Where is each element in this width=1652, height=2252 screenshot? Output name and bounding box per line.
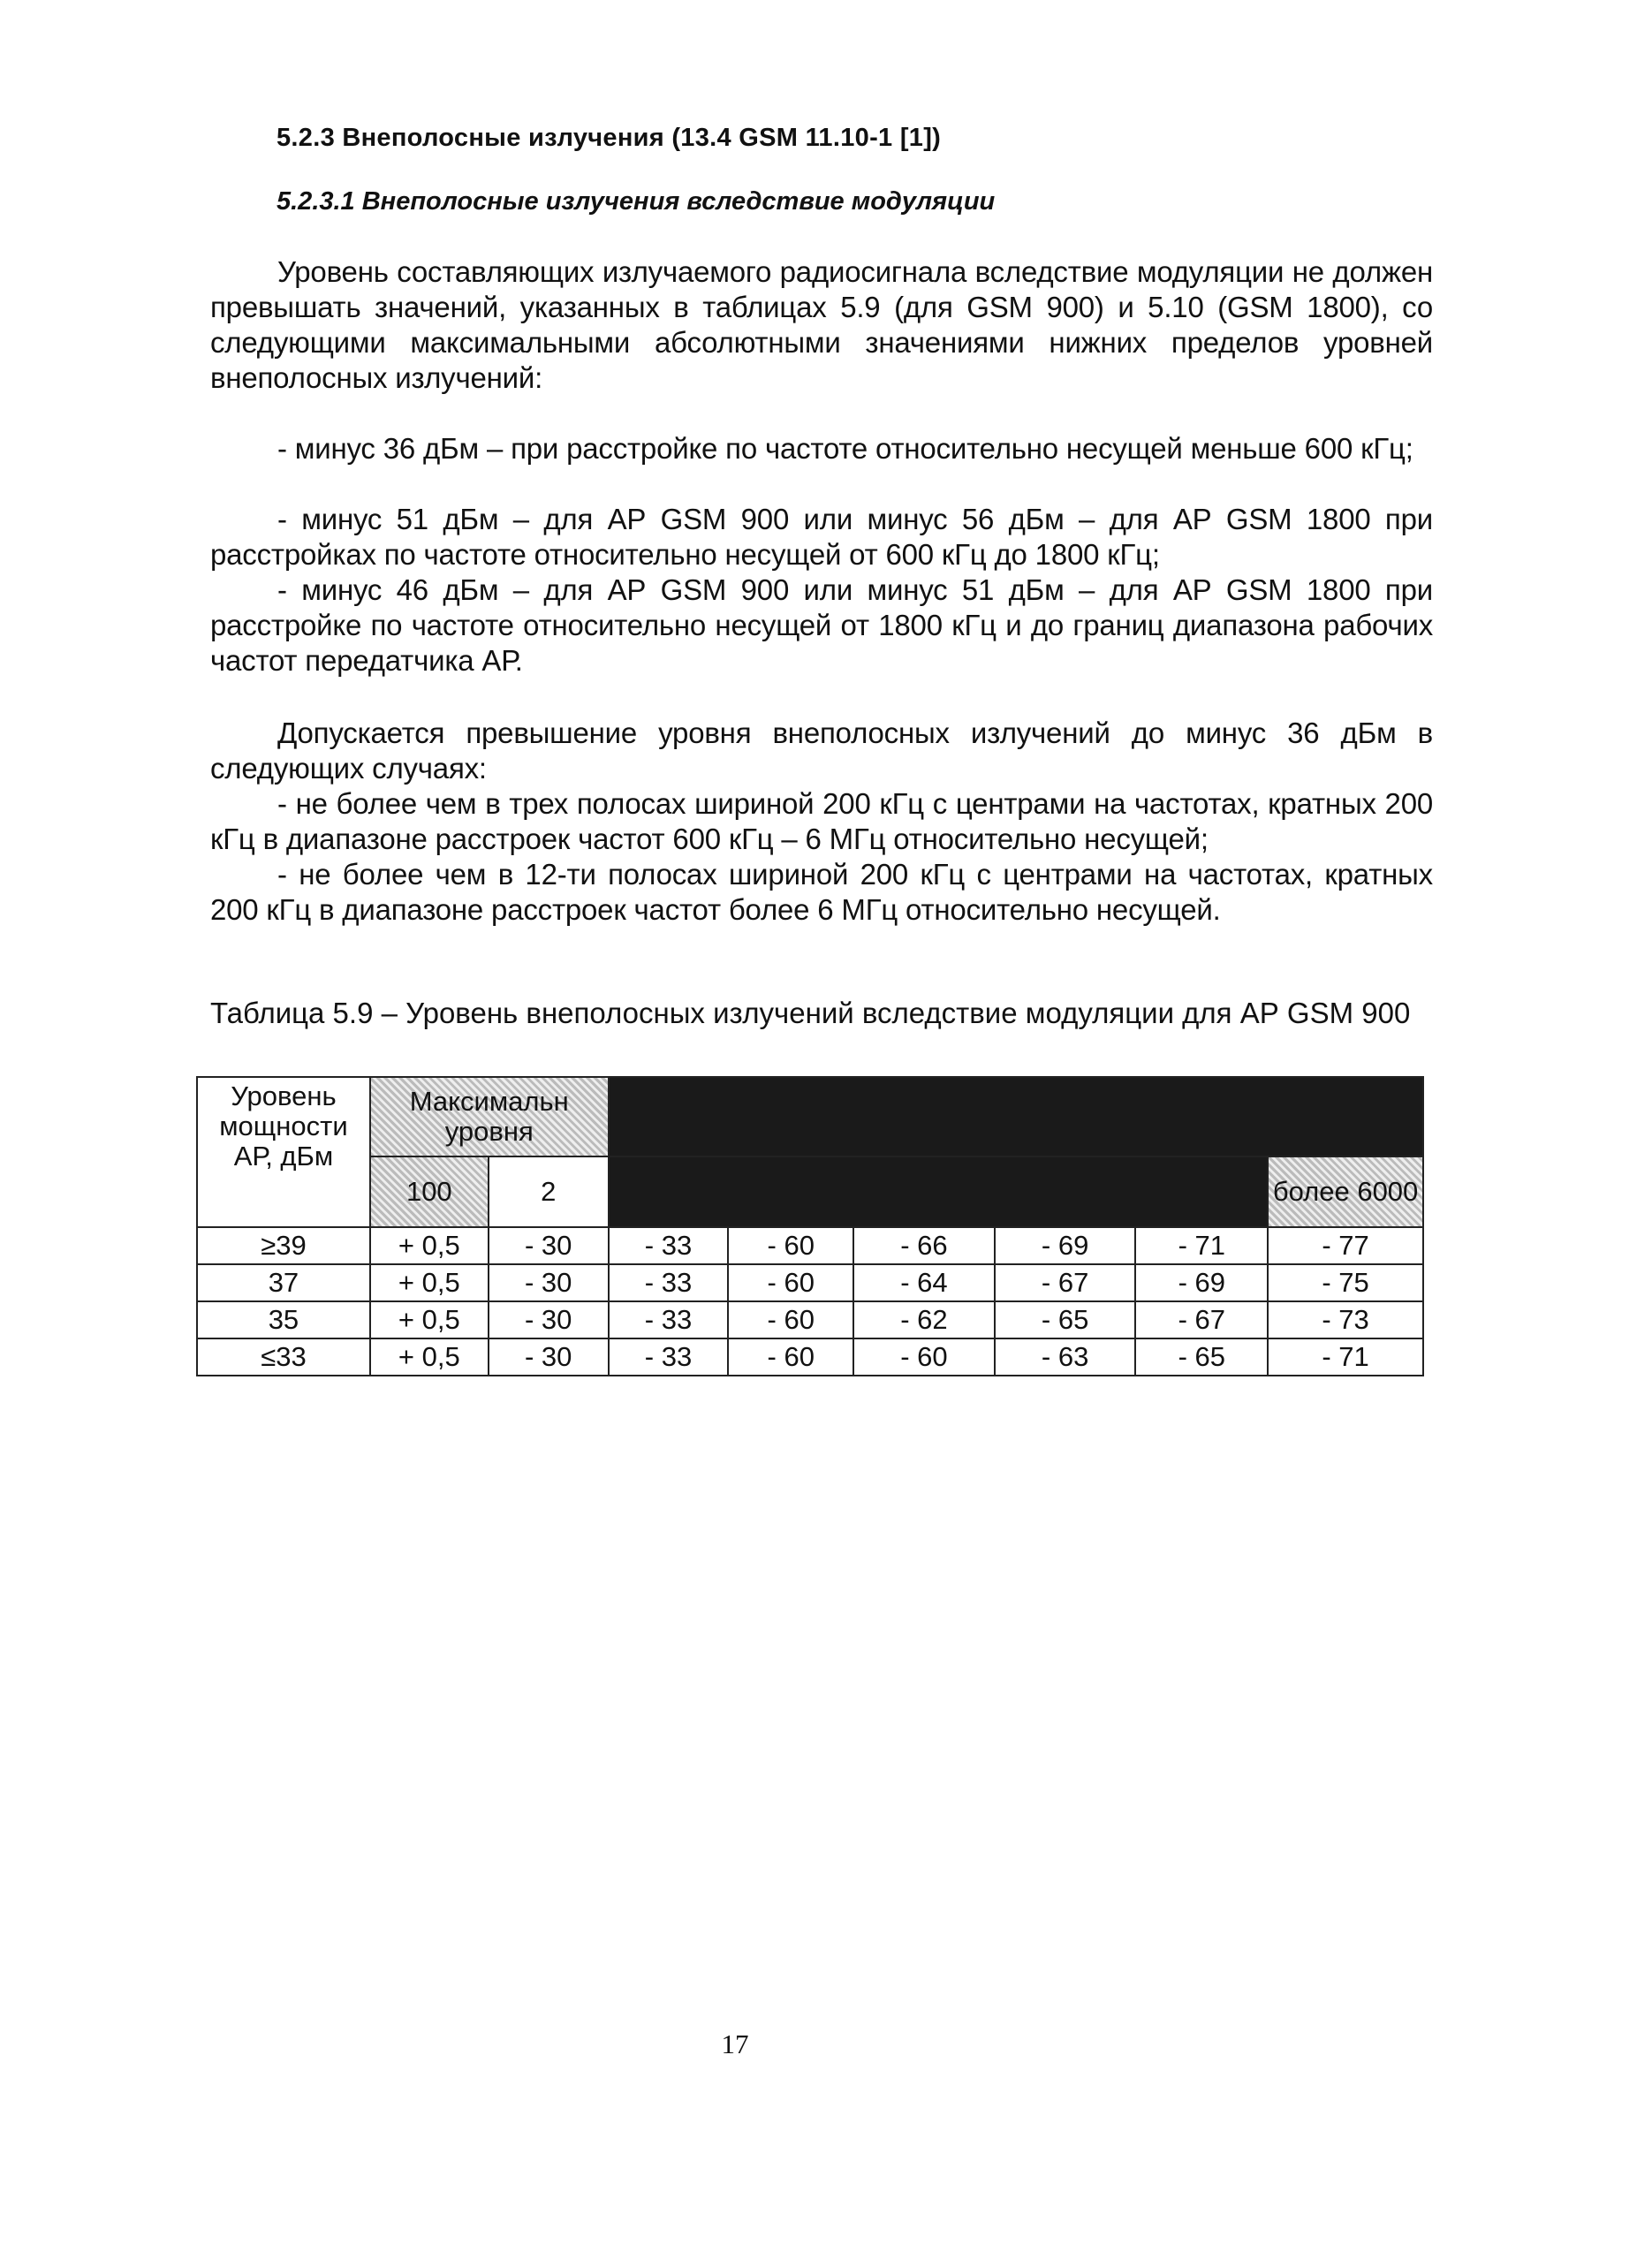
table-cell: - 33 — [609, 1301, 729, 1338]
bullet-item: - не более чем в трех полосах шириной 200 кГц с центрами на частотах, кратных 200 кГц в диапазоне расстроек частот 600 кГц – 6 МГц относительно несущей; — [210, 787, 1433, 855]
header-offset-6000: более 6000 — [1268, 1156, 1423, 1227]
table-cell: - 65 — [995, 1301, 1136, 1338]
header-offset-200: 2 — [489, 1156, 609, 1227]
header-offset-100: 100 — [370, 1156, 489, 1227]
table-cell: - 65 — [1135, 1338, 1268, 1376]
table-cell: + 0,5 — [370, 1264, 489, 1301]
table-cell: - 60 — [728, 1338, 853, 1376]
bullet-item: - минус 51 дБм – для АР GSM 900 или минус 56 дБм – для АР GSM 1800 при расстройках по частоте относительно несущей от 600 кГц до 1800 кГц; — [210, 503, 1433, 571]
table-cell: - 73 — [1268, 1301, 1423, 1338]
table-cell: - 66 — [853, 1227, 995, 1264]
table-cell: - 33 — [609, 1338, 729, 1376]
table-cell: 35 — [197, 1301, 370, 1338]
table-cell: - 60 — [728, 1264, 853, 1301]
table-cell: ≥39 — [197, 1227, 370, 1264]
table-cell: - 60 — [853, 1338, 995, 1376]
table-cell: - 33 — [609, 1227, 729, 1264]
table-cell: - 77 — [1268, 1227, 1423, 1264]
page-number: 17 — [721, 2028, 749, 2059]
table-row — [197, 1227, 1423, 1264]
table-row — [197, 1338, 1423, 1376]
table-cell: - 30 — [489, 1227, 609, 1264]
emission-levels-table — [196, 1076, 1424, 1376]
section-heading: 5.2.3 Внеполосные излучения (13.4 GSM 11.10-1 [1]) — [277, 124, 942, 152]
table-row — [197, 1301, 1423, 1338]
table-cell: - 64 — [853, 1264, 995, 1301]
table-cell: - 75 — [1268, 1264, 1423, 1301]
table-caption: Таблица 5.9 – Уровень внеполосных излучений вследствие модуляции для АР GSM 900 — [210, 997, 1411, 1029]
header-power-level: Уровень мощности АР, дБм — [197, 1077, 370, 1227]
table-cell: - 71 — [1268, 1338, 1423, 1376]
bullet-item: - минус 46 дБм – для АР GSM 900 или минус 51 дБм – для АР GSM 1800 при расстройке по частоте относительно несущей от 1800 кГц и до границ диапазона рабочих частот передатчика АР. — [210, 573, 1433, 677]
table-cell: + 0,5 — [370, 1301, 489, 1338]
table-cell: + 0,5 — [370, 1338, 489, 1376]
table-row — [197, 1264, 1423, 1301]
table-cell: - 69 — [1135, 1264, 1268, 1301]
table-cell: 37 — [197, 1264, 370, 1301]
bullet-item: - минус 36 дБм – при расстройке по частоте относительно несущей меньше 600 кГц; — [277, 432, 1413, 465]
table-cell: - 67 — [1135, 1301, 1268, 1338]
table-cell: - 60 — [728, 1227, 853, 1264]
header-group-label-2: уровня — [444, 1116, 534, 1147]
table-cell: + 0,5 — [370, 1227, 489, 1264]
table-cell: - 30 — [489, 1264, 609, 1301]
table-cell: - 63 — [995, 1338, 1136, 1376]
table-cell: - 71 — [1135, 1227, 1268, 1264]
table-cell: - 30 — [489, 1338, 609, 1376]
header-group-label: Максимальн — [409, 1086, 569, 1117]
header-group-max — [370, 1077, 609, 1156]
paragraph-intro: Уровень составляющих излучаемого радиосигнала вследствие модуляции не должен превышать значений, указанных в таблицах 5.9 (для GSM 900) и 5.10 (GSM 1800), со следующими максимальными абсолютными значениями нижних пределов уровней внеполосных излучений: — [210, 255, 1433, 394]
header-offsets-obscured — [609, 1156, 1269, 1227]
table-cell: - 30 — [489, 1301, 609, 1338]
table-cell: - 62 — [853, 1301, 995, 1338]
table-cell: ≤33 — [197, 1338, 370, 1376]
table-cell: - 60 — [728, 1301, 853, 1338]
table-cell: - 69 — [995, 1227, 1136, 1264]
bullet-item: - не более чем в 12-ти полосах шириной 200 кГц с центрами на частотах, кратных 200 кГц в диапазоне расстроек частот более 6 МГц относительно несущей. — [210, 858, 1433, 926]
paragraph-exceptions: Допускается превышение уровня внеполосных излучений до минус 36 дБм в следующих случаях: — [210, 717, 1433, 785]
table-cell: - 67 — [995, 1264, 1136, 1301]
table-cell: - 33 — [609, 1264, 729, 1301]
header-group-obscured — [609, 1077, 1423, 1156]
subsection-heading: 5.2.3.1 Внеполосные излучения вследствие модуляции — [277, 187, 996, 216]
